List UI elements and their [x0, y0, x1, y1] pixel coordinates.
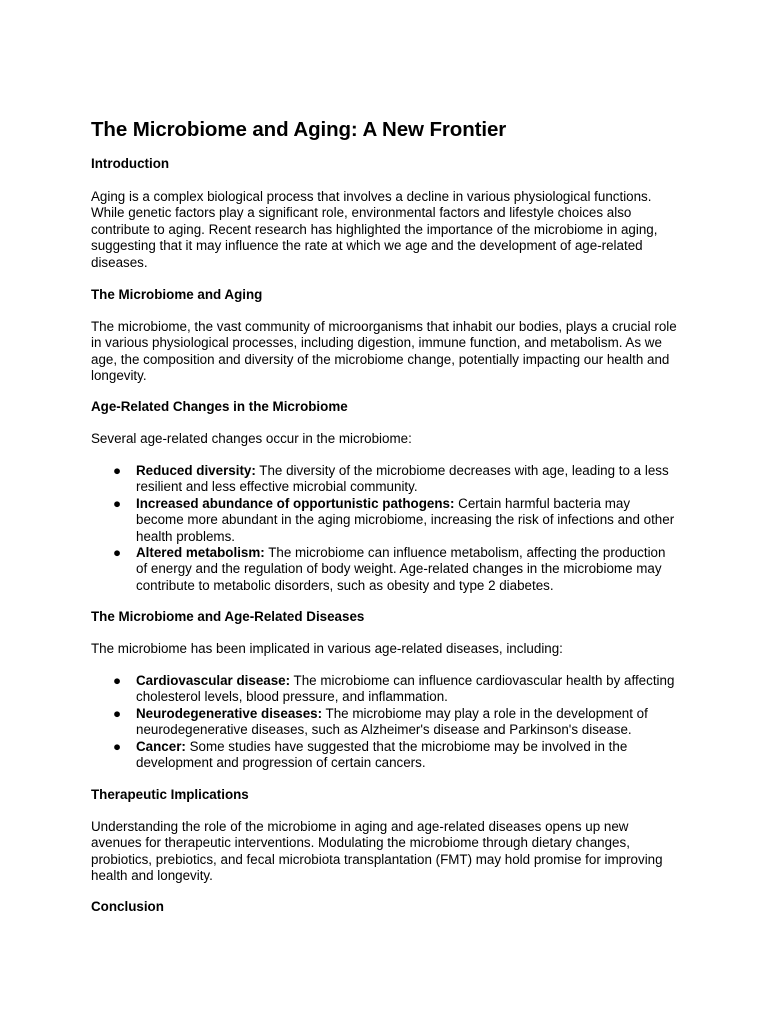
intro-age-related-changes: Several age-related changes occur in the microbiome:: [91, 431, 412, 446]
bullet-icon: ●: [113, 463, 122, 478]
bullet-text: The microbiome can influence metabolism, affecting the production of energy and the regulation of body weight. Age-related changes in the microbiome may contribute to metabolic disorders, such as obesity and type 2 diabetes.: [136, 545, 666, 593]
bullet-icon: ●: [113, 673, 122, 688]
bullet-text: The diversity of the microbiome decreases with age, leading to a less resilient and less effective microbial community.: [136, 463, 669, 495]
list-item: [91, 706, 680, 739]
heading-age-related-changes: Age-Related Changes in the Microbiome: [91, 399, 348, 414]
heading-conclusion: Conclusion: [91, 899, 164, 914]
bullet-text: Some studies have suggested that the microbiome may be involved in the development and progression of certain cancers.: [136, 738, 628, 771]
list-item: [91, 545, 680, 594]
bullet-text: The microbiome can influence cardiovascular health by affecting cholesterol levels, blood pressure, and inflammation.: [136, 673, 675, 705]
bullet-lead: Neurodegenerative diseases:: [136, 705, 323, 721]
heading-therapeutic-implications: Therapeutic Implications: [91, 787, 249, 802]
paragraph-microbiome-and-aging: The microbiome, the vast community of microorganisms that inhabit our bodies, plays a crucial role in various physiological processes, including digestion, immune function, and metabolism. As we age, the composition and diversity of the microbiome change, potentially impacting our health and longevity.: [91, 319, 677, 384]
bullet-lead: Increased abundance of opportunistic pathogens:: [136, 495, 455, 511]
bullet-lead: Altered metabolism:: [136, 545, 265, 561]
list-age-related-changes: [91, 463, 680, 594]
bullet-icon: ●: [113, 705, 122, 721]
bullet-text: Certain harmful bacteria may become more abundant in the aging microbiome, increasing the risk of infections and other health problems.: [136, 495, 675, 544]
bullet-lead: Cancer:: [136, 738, 186, 754]
bullet-icon: ●: [113, 738, 122, 754]
page-title: The Microbiome and Aging: A New Frontier: [91, 118, 507, 141]
list-item: [91, 496, 680, 545]
heading-introduction: Introduction: [91, 156, 170, 171]
paragraph-therapeutic-implications: Understanding the role of the microbiome in aging and age-related diseases opens up new avenues for therapeutic interventions. Modulating the microbiome through dietary changes, probiotics, prebiotics, and fecal microbiota transplantation (FMT) may hold promise for improving health and longevity.: [91, 819, 663, 884]
list-item: [91, 673, 680, 706]
bullet-lead: Cardiovascular disease:: [136, 673, 291, 688]
paragraph-introduction: Aging is a complex biological process that involves a decline in various physiological functions. While genetic factors play a significant role, environmental factors and lifestyle choices also contribute to aging. Recent research has highlighted the importance of the microbiome in aging, suggesting that it may influence the rate at which we age and the development of age-related diseases.: [91, 189, 658, 270]
list-item: [91, 739, 680, 772]
bullet-text: The microbiome may play a role in the development of neurodegenerative diseases, such as Alzheimer's disease and Parkinson's disease.: [136, 705, 648, 738]
intro-age-related-diseases: The microbiome has been implicated in various age-related diseases, including:: [91, 641, 563, 656]
bullet-icon: ●: [113, 545, 122, 561]
list-item: [91, 463, 680, 496]
list-age-related-diseases: [91, 673, 680, 771]
bullet-icon: ●: [113, 495, 122, 511]
bullet-lead: Reduced diversity:: [136, 463, 256, 478]
heading-microbiome-and-aging: The Microbiome and Aging: [91, 287, 263, 302]
heading-age-related-diseases: The Microbiome and Age-Related Diseases: [91, 609, 365, 624]
